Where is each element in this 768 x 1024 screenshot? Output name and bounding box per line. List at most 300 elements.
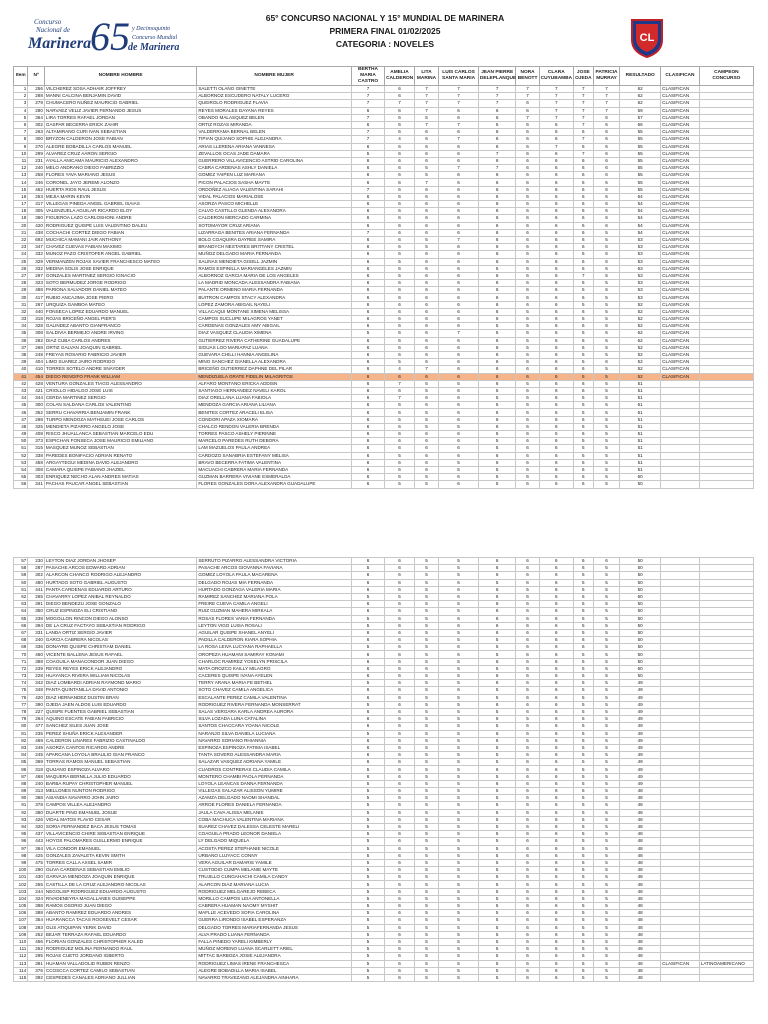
champion-cell bbox=[699, 629, 753, 636]
judge-8-score: 5 bbox=[573, 708, 593, 715]
number-cell: 315 bbox=[28, 445, 45, 452]
woman-name-cell: RODRIGUEZ MELGAREJO REBECA bbox=[197, 888, 352, 895]
judge-1-score: 5 bbox=[351, 622, 384, 629]
judge-4-score: 6 bbox=[439, 301, 479, 308]
judge-9-score: 5 bbox=[593, 701, 620, 708]
item-cell: 77 bbox=[14, 701, 28, 708]
judge-8-score: 6 bbox=[573, 165, 593, 172]
woman-name-cell: CABRA CARDENAS ASHLY DANIELA bbox=[197, 165, 352, 172]
judge-7-score: 7 bbox=[539, 114, 573, 121]
man-name-cell: ASIANDIA NAVARRO JOHN JAIRO bbox=[44, 795, 196, 802]
header-woman: NOMBRE MUJER bbox=[197, 67, 352, 86]
result-cell: 50 bbox=[620, 644, 661, 651]
judge-4-score: 6 bbox=[439, 157, 479, 164]
judge-4-score: 5 bbox=[439, 946, 479, 953]
classif-cell bbox=[661, 416, 700, 423]
number-cell: 252 bbox=[28, 931, 45, 938]
classif-cell bbox=[661, 974, 700, 981]
judge-6-score: 6 bbox=[516, 172, 539, 179]
item-cell: 115 bbox=[14, 974, 28, 981]
judge-7-score: 6 bbox=[539, 474, 573, 481]
man-name-cell: MUNOZ PAZO CRISTOFER ANGEL GABRIEL bbox=[44, 251, 196, 258]
judge-2-score: 6 bbox=[385, 423, 415, 430]
man-name-cell: OJEDA JAEN ALDOS LUIS EDUARDO bbox=[44, 701, 196, 708]
judge-6-score: 6 bbox=[516, 644, 539, 651]
result-cell: 50 bbox=[620, 579, 661, 586]
table-row bbox=[14, 344, 754, 351]
result-cell: 54 bbox=[620, 208, 661, 215]
judge-2-score: 6 bbox=[385, 193, 415, 200]
classif-cell: CLASIFICAN bbox=[661, 93, 700, 100]
judge-9-score: 6 bbox=[593, 172, 620, 179]
judge-1-score: 5 bbox=[351, 895, 384, 902]
judge-9-score: 5 bbox=[593, 459, 620, 466]
number-cell: 293 bbox=[28, 924, 45, 931]
result-cell: 59 bbox=[620, 107, 661, 114]
woman-name-cell: SALETTI OLANO GINETTE bbox=[197, 86, 352, 93]
man-name-cell: ABANTO RAMIREZ EDUARDO ANDRES bbox=[44, 910, 196, 917]
judge-6-score: 6 bbox=[516, 481, 539, 488]
champion-cell bbox=[699, 759, 753, 766]
judge-7-score: 6 bbox=[539, 380, 573, 387]
judge-5-score: 5 bbox=[478, 637, 516, 644]
judge-7-score: 6 bbox=[539, 737, 573, 744]
table-row bbox=[14, 881, 754, 888]
woman-name-cell: MACUACHI CABRERA MARIA FERNANDA bbox=[197, 466, 352, 473]
judge-5-score: 6 bbox=[478, 272, 516, 279]
judge-8-score: 5 bbox=[573, 737, 593, 744]
champion-cell bbox=[699, 910, 753, 917]
classif-cell: CLASIFICAN bbox=[661, 236, 700, 243]
classif-cell bbox=[661, 938, 700, 945]
judge-7-score: 6 bbox=[539, 759, 573, 766]
number-cell: 437 bbox=[28, 831, 45, 838]
judge-8-score: 5 bbox=[573, 651, 593, 658]
man-name-cell: GARVAJA MENDOZA JOAQUIN ENRIQUE bbox=[44, 874, 196, 881]
table-row bbox=[14, 93, 754, 100]
number-cell: 443 bbox=[28, 838, 45, 845]
item-cell: 60 bbox=[14, 579, 28, 586]
judge-2-score: 6 bbox=[385, 967, 415, 974]
judge-3-score: 5 bbox=[414, 924, 438, 931]
judge-9-score: 6 bbox=[593, 330, 620, 337]
table-row bbox=[14, 816, 754, 823]
table-row bbox=[14, 565, 754, 572]
judge-6-score: 6 bbox=[516, 222, 539, 229]
judge-9-score: 5 bbox=[593, 874, 620, 881]
judge-3-score: 5 bbox=[414, 845, 438, 852]
result-cell: 50 bbox=[620, 637, 661, 644]
judge-9-score: 5 bbox=[593, 910, 620, 917]
result-cell: 48 bbox=[620, 845, 661, 852]
judge-9-score: 5 bbox=[593, 924, 620, 931]
result-cell: 48 bbox=[620, 967, 661, 974]
judge-7-score: 6 bbox=[539, 579, 573, 586]
judge-9-score: 5 bbox=[593, 409, 620, 416]
result-cell: 54 bbox=[620, 193, 661, 200]
man-name-cell: LANDA ORTIZ SERGIO JAVIER bbox=[44, 629, 196, 636]
table-row bbox=[14, 867, 754, 874]
classif-cell bbox=[661, 788, 700, 795]
item-cell: 85 bbox=[14, 759, 28, 766]
judge-3-score: 7 bbox=[414, 93, 438, 100]
judge-5-score: 6 bbox=[478, 179, 516, 186]
judge-4-score: 5 bbox=[439, 701, 479, 708]
champion-cell bbox=[699, 258, 753, 265]
judge-7-score: 6 bbox=[539, 766, 573, 773]
judge-9-score: 6 bbox=[593, 265, 620, 272]
man-name-cell: MANNI CALCINA BENJAMIN DAVID bbox=[44, 93, 196, 100]
classif-cell bbox=[661, 395, 700, 402]
woman-name-cell: COAGUILA PRADO LEONOR DANIELA bbox=[197, 831, 352, 838]
woman-name-cell: TIPIAN QUIJANO SOPHIE ALEJANDRA bbox=[197, 136, 352, 143]
judge-8-score: 5 bbox=[573, 917, 593, 924]
judge-7-score: 6 bbox=[539, 795, 573, 802]
judge-1-score: 5 bbox=[351, 795, 384, 802]
woman-name-cell: PICON PALACIOS SASHA MAYTE bbox=[197, 179, 352, 186]
item-cell: 48 bbox=[14, 423, 28, 430]
judge-1-score: 6 bbox=[351, 608, 384, 615]
table-row bbox=[14, 165, 754, 172]
judge-3-score: 5 bbox=[414, 795, 438, 802]
judge-5-score: 7 bbox=[478, 150, 516, 157]
judge-2-score: 6 bbox=[385, 759, 415, 766]
judge-2-score: 6 bbox=[385, 337, 415, 344]
judge-9-score: 6 bbox=[593, 143, 620, 150]
classif-cell: CLASIFICAN bbox=[661, 272, 700, 279]
item-cell: 61 bbox=[14, 586, 28, 593]
number-cell: 480 bbox=[28, 579, 45, 586]
judge-2-score: 6 bbox=[385, 431, 415, 438]
judge-5-score: 6 bbox=[478, 201, 516, 208]
result-cell: 50 bbox=[620, 665, 661, 672]
champion-cell bbox=[699, 351, 753, 358]
item-cell: 31 bbox=[14, 301, 28, 308]
table-row bbox=[14, 265, 754, 272]
judge-1-score: 6 bbox=[351, 658, 384, 665]
man-name-cell: VILLAVICENCIO CHIRE SEBASTIAN ENRIQUE bbox=[44, 831, 196, 838]
judge-1-score: 7 bbox=[351, 129, 384, 136]
woman-name-cell: LA MADRID MONCADA ALESSANDRA FABIANA bbox=[197, 280, 352, 287]
table-row bbox=[14, 701, 754, 708]
item-cell: 101 bbox=[14, 874, 28, 881]
judge-4-score: 6 bbox=[439, 150, 479, 157]
judge-8-score: 5 bbox=[573, 459, 593, 466]
judge-3-score: 6 bbox=[414, 301, 438, 308]
judge-1-score: 6 bbox=[351, 572, 384, 579]
champion-cell bbox=[699, 680, 753, 687]
judge-2-score: 6 bbox=[385, 910, 415, 917]
item-cell: 58 bbox=[14, 565, 28, 572]
judge-5-score: 6 bbox=[478, 301, 516, 308]
item-cell: 106 bbox=[14, 910, 28, 917]
judge-5-score: 5 bbox=[478, 651, 516, 658]
judge-7-score: 6 bbox=[539, 351, 573, 358]
judge-3-score: 5 bbox=[414, 658, 438, 665]
judge-1-score: 6 bbox=[351, 387, 384, 394]
judge-4-score: 6 bbox=[439, 402, 479, 409]
judge-7-score: 7 bbox=[539, 86, 573, 93]
judge-7-score: 6 bbox=[539, 186, 573, 193]
result-cell: 50 bbox=[620, 593, 661, 600]
item-cell: 45 bbox=[14, 402, 28, 409]
judge-4-score: 5 bbox=[439, 888, 479, 895]
table-row bbox=[14, 795, 754, 802]
judge-1-score: 5 bbox=[351, 644, 384, 651]
judge-2-score: 6 bbox=[385, 402, 415, 409]
man-name-cell: GALINDEZ ABANTO GIANFRANCO bbox=[44, 323, 196, 330]
champion-cell bbox=[699, 752, 753, 759]
item-cell: 43 bbox=[14, 387, 28, 394]
table-row bbox=[14, 673, 754, 680]
judge-2-score: 6 bbox=[385, 845, 415, 852]
judge-9-score: 5 bbox=[593, 974, 620, 981]
judge-5-score: 6 bbox=[478, 737, 516, 744]
judge-6-score: 6 bbox=[516, 809, 539, 816]
judge-9-score: 5 bbox=[593, 622, 620, 629]
item-cell: 46 bbox=[14, 409, 28, 416]
judge-6-score: 6 bbox=[516, 143, 539, 150]
judge-1-score: 5 bbox=[351, 593, 384, 600]
table-row bbox=[14, 236, 754, 243]
champion-cell bbox=[699, 380, 753, 387]
judge-9-score: 5 bbox=[593, 903, 620, 910]
man-name-cell: FONSECA LOPEZ EDUARDO MANUEL bbox=[44, 308, 196, 315]
judge-8-score: 5 bbox=[573, 687, 593, 694]
judge-5-score: 5 bbox=[478, 265, 516, 272]
result-cell: 52 bbox=[620, 351, 661, 358]
judge-1-score: 6 bbox=[351, 373, 384, 380]
item-cell: 105 bbox=[14, 903, 28, 910]
judge-6-score: 6 bbox=[516, 838, 539, 845]
judge-6-score: 6 bbox=[516, 215, 539, 222]
judge-1-score: 6 bbox=[351, 380, 384, 387]
champion-cell bbox=[699, 387, 753, 394]
judge-2-score: 6 bbox=[385, 946, 415, 953]
judge-9-score: 5 bbox=[593, 438, 620, 445]
number-cell: 360 bbox=[28, 215, 45, 222]
champion-cell bbox=[699, 423, 753, 430]
number-cell: 348 bbox=[28, 687, 45, 694]
number-cell: 417 bbox=[28, 294, 45, 301]
woman-name-cell: VERA AGUILAR DAMARIS YAMILE bbox=[197, 859, 352, 866]
judge-7-score: 6 bbox=[539, 802, 573, 809]
man-name-cell: HUERTA RIOS RAUL JESUS bbox=[44, 186, 196, 193]
man-name-cell: CESPEDES CANALES ADRIANO JULLIAN bbox=[44, 974, 196, 981]
judge-9-score: 6 bbox=[593, 114, 620, 121]
champion-cell bbox=[699, 129, 753, 136]
judge-5-score: 5 bbox=[478, 816, 516, 823]
judge-7-score: 6 bbox=[539, 716, 573, 723]
judge-3-score: 6 bbox=[414, 351, 438, 358]
item-cell: 27 bbox=[14, 272, 28, 279]
number-cell: 298 bbox=[28, 416, 45, 423]
man-name-cell: RAMOS OSORIO JUAN DIEGO bbox=[44, 903, 196, 910]
judge-5-score: 5 bbox=[478, 895, 516, 902]
judge-2-score: 6 bbox=[385, 323, 415, 330]
result-cell: 55 bbox=[620, 186, 661, 193]
judge-3-score: 5 bbox=[414, 474, 438, 481]
number-cell: 300 bbox=[28, 136, 45, 143]
judge-3-score: 5 bbox=[414, 387, 438, 394]
judge-8-score: 5 bbox=[573, 438, 593, 445]
number-cell: 368 bbox=[28, 795, 45, 802]
classif-cell bbox=[661, 651, 700, 658]
judge-2-score: 6 bbox=[385, 974, 415, 981]
champion-cell bbox=[699, 172, 753, 179]
man-name-cell: MUCHICA MAMANI JAIR ANTHONY bbox=[44, 236, 196, 243]
judge-6-score: 6 bbox=[516, 438, 539, 445]
classif-cell bbox=[661, 409, 700, 416]
item-cell: 95 bbox=[14, 831, 28, 838]
champion-cell bbox=[699, 816, 753, 823]
judge-5-score: 5 bbox=[478, 974, 516, 981]
judge-8-score: 5 bbox=[573, 759, 593, 766]
item-cell: 93 bbox=[14, 816, 28, 823]
result-cell: 53 bbox=[620, 258, 661, 265]
table-row bbox=[14, 622, 754, 629]
judge-2-score: 6 bbox=[385, 474, 415, 481]
judge-8-score: 5 bbox=[573, 903, 593, 910]
judge-9-score: 5 bbox=[593, 637, 620, 644]
result-cell: 48 bbox=[620, 953, 661, 960]
judge-8-score: 5 bbox=[573, 823, 593, 830]
judge-5-score: 6 bbox=[478, 558, 516, 565]
judge-6-score: 6 bbox=[516, 694, 539, 701]
classif-cell bbox=[661, 565, 700, 572]
woman-name-cell: MARCELO PAREDES RUTH DEBORA bbox=[197, 438, 352, 445]
judge-8-score: 5 bbox=[573, 680, 593, 687]
classif-cell: CLASIFICAN bbox=[661, 129, 700, 136]
judge-1-score: 5 bbox=[351, 823, 384, 830]
table-row bbox=[14, 903, 754, 910]
judge-3-score: 5 bbox=[414, 816, 438, 823]
result-cell: 51 bbox=[620, 438, 661, 445]
judge-3-score: 5 bbox=[414, 165, 438, 172]
judge-2-score: 5 bbox=[385, 452, 415, 459]
man-name-cell: FLORIAN GONZALES CHRISTOPHER KALED bbox=[44, 938, 196, 945]
judge-7-score: 6 bbox=[539, 859, 573, 866]
judge-1-score: 6 bbox=[351, 208, 384, 215]
classif-cell bbox=[661, 737, 700, 744]
item-cell: 32 bbox=[14, 308, 28, 315]
judge-8-score: 6 bbox=[573, 244, 593, 251]
man-name-cell: DE LA CRUZ FACTAYO SEBASTIAN RODRIGO bbox=[44, 622, 196, 629]
table-row bbox=[14, 895, 754, 902]
judge-9-score: 5 bbox=[593, 579, 620, 586]
woman-name-cell: ORTIZ ROZAS MIRANDA bbox=[197, 121, 352, 128]
champion-cell bbox=[699, 287, 753, 294]
judge-5-score: 5 bbox=[478, 481, 516, 488]
judge-5-score: 6 bbox=[478, 351, 516, 358]
judge-1-score: 7 bbox=[351, 136, 384, 143]
woman-name-cell: RAMIREZ SANCHEZ MARIANA POLA bbox=[197, 593, 352, 600]
result-cell: 48 bbox=[620, 838, 661, 845]
judge-4-score: 5 bbox=[439, 637, 479, 644]
champion-cell bbox=[699, 452, 753, 459]
table-row bbox=[14, 651, 754, 658]
number-cell: 354 bbox=[28, 917, 45, 924]
classif-cell: CLASIFICAN bbox=[661, 114, 700, 121]
judge-2-score: 6 bbox=[385, 129, 415, 136]
judge-7-score: 6 bbox=[539, 129, 573, 136]
judge-5-score: 5 bbox=[478, 723, 516, 730]
judge-6-score: 6 bbox=[516, 565, 539, 572]
man-name-cell: LIMO SUAREZ JAIRO RODRIGO bbox=[44, 359, 196, 366]
judge-4-score: 6 bbox=[439, 593, 479, 600]
judge-3-score: 5 bbox=[414, 416, 438, 423]
classif-cell bbox=[661, 680, 700, 687]
judge-9-score: 5 bbox=[593, 308, 620, 315]
judge-5-score: 6 bbox=[478, 673, 516, 680]
judge-8-score: 7 bbox=[573, 150, 593, 157]
champion-cell bbox=[699, 107, 753, 114]
judge-9-score: 5 bbox=[593, 687, 620, 694]
judge-6-score: 6 bbox=[516, 752, 539, 759]
judge-6-score: 6 bbox=[516, 316, 539, 323]
man-name-cell: TURPO MENDOZA MATHSUEI JOSE CARLOS bbox=[44, 416, 196, 423]
result-cell: 49 bbox=[620, 701, 661, 708]
judge-6-score: 6 bbox=[516, 665, 539, 672]
judge-8-score: 6 bbox=[573, 593, 593, 600]
judge-7-score: 6 bbox=[539, 637, 573, 644]
classif-cell bbox=[661, 802, 700, 809]
judge-9-score: 5 bbox=[593, 917, 620, 924]
judge-1-score: 6 bbox=[351, 558, 384, 565]
classif-cell bbox=[661, 874, 700, 881]
woman-name-cell: GUEVARA CHILLI HANNIA ANGELINA bbox=[197, 351, 352, 358]
man-name-cell: ALARCON CHANCO RODRIGO ALEJANDRO bbox=[44, 572, 196, 579]
judge-3-score: 6 bbox=[414, 395, 438, 402]
woman-name-cell: MUÑOZ MORENO LUANA SCARLETT ARIEL bbox=[197, 946, 352, 953]
classif-cell bbox=[661, 701, 700, 708]
champion-cell bbox=[699, 586, 753, 593]
judge-4-score: 6 bbox=[439, 445, 479, 452]
judge-4-score: 5 bbox=[439, 766, 479, 773]
table-row bbox=[14, 687, 754, 694]
judge-2-score: 6 bbox=[385, 459, 415, 466]
judge-9-score: 6 bbox=[593, 201, 620, 208]
judge-3-score: 5 bbox=[414, 938, 438, 945]
judge-4-score: 5 bbox=[439, 673, 479, 680]
judge-2-score: 6 bbox=[385, 572, 415, 579]
judge-9-score: 5 bbox=[593, 395, 620, 402]
judge-6-score: 6 bbox=[516, 629, 539, 636]
item-cell: 69 bbox=[14, 644, 28, 651]
table-row bbox=[14, 208, 754, 215]
result-cell: 53 bbox=[620, 272, 661, 279]
result-cell: 50 bbox=[620, 651, 661, 658]
judge-6-score: 6 bbox=[516, 788, 539, 795]
judge-2-score: 6 bbox=[385, 165, 415, 172]
judge-2-score: 7 bbox=[385, 395, 415, 402]
judge-2-score: 6 bbox=[385, 150, 415, 157]
number-cell: 344 bbox=[28, 395, 45, 402]
judge-8-score: 5 bbox=[573, 895, 593, 902]
judge-8-score: 5 bbox=[573, 888, 593, 895]
champion-cell bbox=[699, 924, 753, 931]
judge-1-score: 7 bbox=[351, 229, 384, 236]
classif-cell: CLASIFICAN bbox=[661, 323, 700, 330]
man-name-cell: ASORZA CANTOS RICARDO ANDRE bbox=[44, 744, 196, 751]
classif-cell bbox=[661, 766, 700, 773]
judge-1-score: 6 bbox=[351, 474, 384, 481]
judge-6-score: 5 bbox=[516, 687, 539, 694]
judge-4-score: 5 bbox=[439, 802, 479, 809]
number-cell: 228 bbox=[28, 673, 45, 680]
header-judge-1: BERTHA MARIA CASTRO bbox=[351, 67, 384, 86]
judge-8-score: 5 bbox=[573, 665, 593, 672]
